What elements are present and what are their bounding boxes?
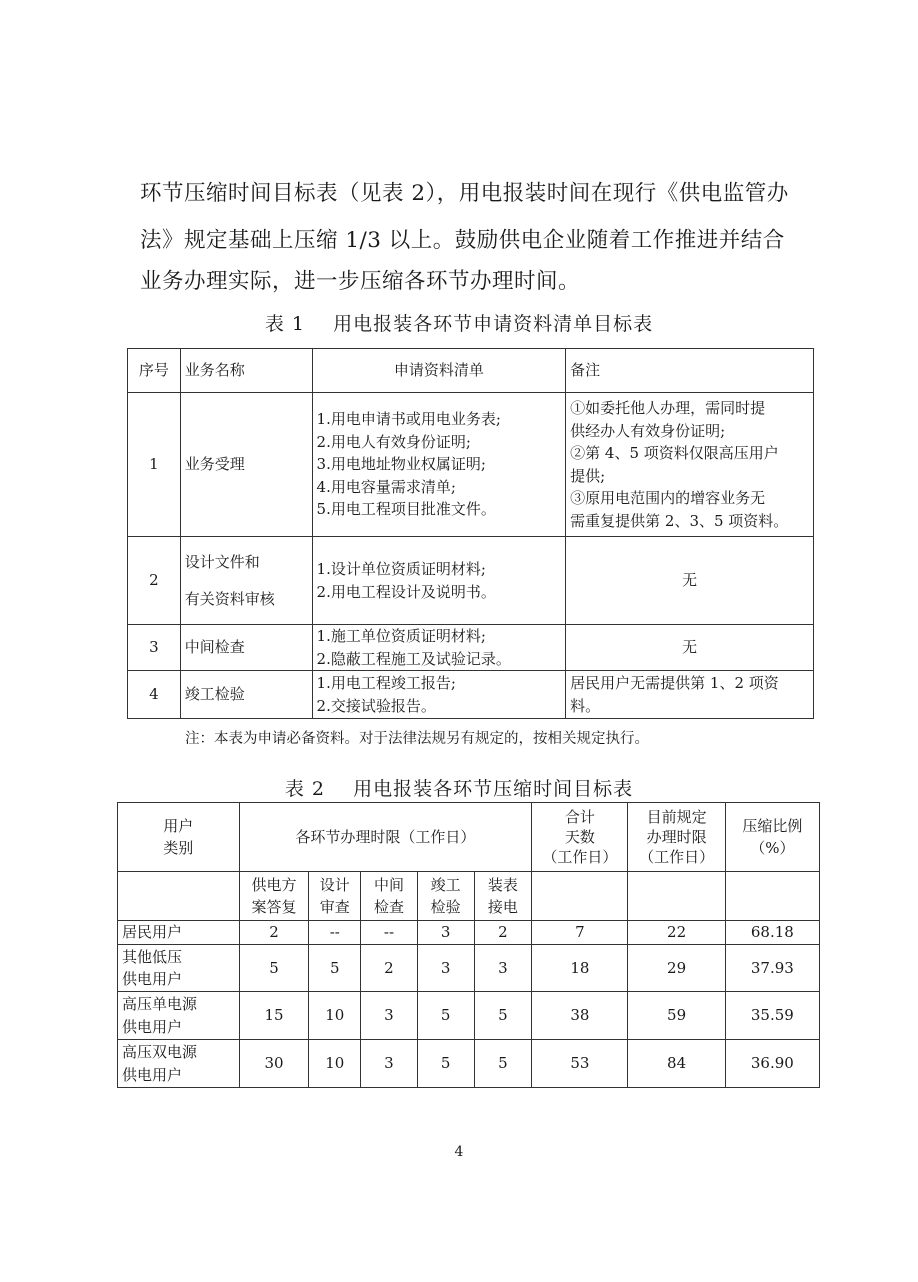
table2-total: 38 (532, 992, 628, 1040)
header-line: 天数 (564, 827, 595, 846)
list-item: 1.设计单位资质证明材料; (316, 560, 486, 578)
table2-ratio: 35.59 (725, 992, 819, 1040)
body-line-3: 业务办理实际，进一步压缩各环节办理时间。 (140, 269, 581, 294)
category-line: 高压单电源 (122, 995, 198, 1013)
table2-cell: 3 (361, 992, 418, 1040)
table2-header-total (532, 803, 628, 872)
list-item: 2.交接试验报告。 (316, 696, 436, 715)
table2-current: 59 (628, 992, 725, 1040)
list-item: 设计文件和 (184, 553, 260, 571)
table2-cell: 5 (474, 1040, 532, 1088)
table2-total: 18 (532, 945, 628, 992)
table1-row3-materials (312, 625, 566, 671)
table2-subheader-1 (239, 872, 309, 921)
header-line: 接电 (487, 898, 518, 916)
list-item: 4.用电容量需求清单; (316, 477, 456, 496)
table2-cell: 3 (417, 945, 474, 992)
header-line: （%） (750, 839, 795, 857)
table2-row4-category (118, 1040, 240, 1088)
table2-cell: 5 (417, 1040, 474, 1088)
table2-ratio: 36.90 (725, 1040, 819, 1088)
table2-header-limits: 各环节办理时限（工作日） (239, 803, 532, 872)
body-line-1: 环节压缩时间目标表（见表 2），用电报装时间在现行《供电监管办 (140, 181, 789, 206)
table2-cell: 5 (474, 992, 532, 1040)
header-line: 审查 (319, 898, 350, 916)
list-item: 2.隐蔽工程施工及试验记录。 (316, 649, 511, 668)
category-line: 其他低压 (122, 947, 183, 966)
body-line-2: 法》规定基础上压缩 1/3 以上。鼓励供电企业随着工作推进并结合 (140, 228, 785, 253)
header-line: 检验 (430, 898, 461, 916)
table1-row3-remarks: 无 (566, 625, 814, 671)
list-item: 供经办人有效身份证明; (570, 421, 726, 440)
table2-cell: 5 (417, 992, 474, 1040)
table-row (118, 992, 820, 1040)
table2-cell: 30 (239, 1040, 309, 1088)
header-line: 用户 (163, 816, 194, 835)
table-row (128, 671, 814, 719)
empty-cell (532, 872, 628, 921)
table2-cell: 3 (361, 1040, 418, 1088)
table-row (128, 393, 814, 537)
table1-header-no: 序号 (128, 349, 181, 393)
table2-row2-category (118, 945, 240, 992)
list-item: 2.用电工程设计及说明书。 (316, 582, 496, 601)
table2-ratio: 37.93 (725, 945, 819, 992)
table2-caption: 表 2 用电报装各环节压缩时间目标表 (284, 778, 634, 800)
header-line: （工作日） (639, 848, 715, 867)
list-item: 居民用户无需提供第 1、2 项资 (570, 674, 779, 692)
table1-row4-no: 4 (128, 671, 181, 719)
table1-row1-name: 业务受理 (180, 393, 312, 537)
table2-cell: 3 (474, 945, 532, 992)
table2-total: 53 (532, 1040, 628, 1088)
table1-row2-remarks: 无 (566, 537, 814, 625)
empty-cell (628, 872, 725, 921)
table1-header-row (128, 349, 814, 393)
table2-subheader-2 (309, 872, 361, 921)
table2-header-ratio (725, 803, 819, 872)
header-line: 合计 (564, 807, 595, 826)
table-row (128, 625, 814, 671)
table1-row4-remarks (566, 671, 814, 719)
list-item: 有关资料审核 (184, 589, 275, 608)
header-line: 设计 (319, 875, 350, 894)
table1-header-remarks: 备注 (566, 349, 814, 393)
list-item: 料。 (570, 696, 601, 715)
table-row (128, 537, 814, 625)
category-line: 高压双电源 (122, 1043, 198, 1061)
header-line: 装表 (487, 875, 518, 894)
list-item: ③原用电范围内的增容业务无 (570, 489, 766, 507)
table1 (127, 348, 814, 719)
list-item: 1.用电工程竣工报告; (316, 674, 456, 692)
table2-cell: 5 (309, 945, 361, 992)
header-line: 目前规定 (646, 807, 707, 826)
header-line: 压缩比例 (742, 816, 803, 835)
header-line: 检查 (373, 898, 404, 916)
header-line: 中间 (373, 875, 404, 894)
list-item: 1.用电申请书或用电业务表; (316, 410, 501, 429)
table2-header-row (118, 803, 820, 872)
list-item: 1.施工单位资质证明材料; (316, 627, 486, 645)
table-row (118, 1040, 820, 1088)
header-line: （工作日） (542, 848, 618, 867)
header-line: 竣工 (430, 875, 461, 894)
table1-row2-no: 2 (128, 537, 181, 625)
table2-subheader-row (118, 872, 820, 921)
table-row (118, 945, 820, 992)
table1-row2-materials (312, 537, 566, 625)
empty-cell (725, 872, 819, 921)
table2-current: 22 (628, 921, 725, 945)
table2-cell: 3 (417, 921, 474, 945)
category-line: 供电用户 (122, 1017, 183, 1036)
table2-subheader-4 (417, 872, 474, 921)
table1-header-name: 业务名称 (180, 349, 312, 393)
table1-row1-no: 1 (128, 393, 181, 537)
table1-row3-name: 中间检查 (180, 625, 312, 671)
category-line: 供电用户 (122, 970, 183, 988)
table2-ratio: 68.18 (725, 921, 819, 945)
table2-cell: 15 (239, 992, 309, 1040)
table2-row3-category (118, 992, 240, 1040)
table2-total: 7 (532, 921, 628, 945)
table1-row4-name: 竣工检验 (180, 671, 312, 719)
page-number: 4 (454, 1144, 464, 1160)
header-line: 供电方 (251, 875, 297, 894)
table2-cell: 2 (239, 921, 309, 945)
list-item: ②第 4、5 项资料仅限高压用户 (570, 444, 779, 462)
header-line: 办理时限 (646, 827, 707, 846)
category-line: 供电用户 (122, 1065, 183, 1084)
table2-subheader-3 (361, 872, 418, 921)
table1-row1-remarks (566, 393, 814, 537)
table2-header-current (628, 803, 725, 872)
table2-cell: 10 (309, 992, 361, 1040)
table2-cell: 2 (474, 921, 532, 945)
header-line: 案答复 (251, 898, 297, 916)
list-item: 提供; (570, 466, 606, 485)
table1-note: 注：本表为申请必备资料。对于法律法规另有规定的，按相关规定执行。 (185, 731, 649, 747)
table2-cell: -- (309, 921, 361, 945)
table1-row1-materials (312, 393, 566, 537)
table2-cell: 5 (239, 945, 309, 992)
table2 (117, 802, 820, 1088)
table1-row3-no: 3 (128, 625, 181, 671)
list-item: 2.用电人有效身份证明; (316, 432, 471, 451)
empty-cell (118, 872, 240, 921)
table2-cell: -- (361, 921, 418, 945)
table2-subheader-5 (474, 872, 532, 921)
table1-caption: 表 1 用电报装各环节申请资料清单目标表 (264, 313, 654, 335)
table2-row1-category: 居民用户 (118, 921, 240, 945)
table2-header-category (118, 803, 240, 872)
list-item: ①如委托他人办理，需同时提 (570, 399, 766, 417)
table2-cell: 2 (361, 945, 418, 992)
header-line: 类别 (163, 839, 194, 857)
table2-current: 29 (628, 945, 725, 992)
table2-cell: 10 (309, 1040, 361, 1088)
list-item: 需重复提供第 2、3、5 项资料。 (570, 511, 789, 530)
table2-current: 84 (628, 1040, 725, 1088)
table1-row4-materials (312, 671, 566, 719)
table-row (118, 921, 820, 945)
list-item: 3.用电地址物业权属证明; (316, 455, 486, 474)
table1-header-materials: 申请资料清单 (312, 349, 566, 393)
table1-row2-name (180, 537, 312, 625)
list-item: 5.用电工程项目批准文件。 (316, 500, 496, 519)
